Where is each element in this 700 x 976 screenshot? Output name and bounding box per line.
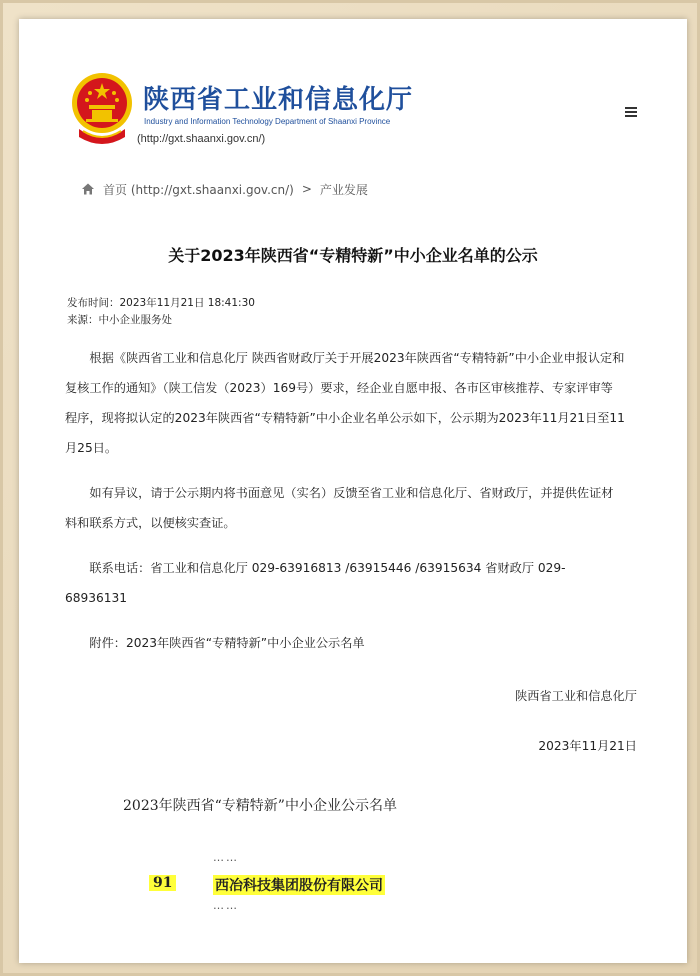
- ellipsis-top: ……: [213, 851, 239, 864]
- paragraph-notice: 根据《陕西省工业和信息化厅 陕西省财政厅关于开展2023年陕西省“专精特新”中小企业申报认定和复核工作的通知》（陕工信发（2023）169号）要求，经企业自愿申报、各市区审核推荐、专家评审等程序，现将拟认定的2023年陕西省“专精特新”中小企业名单公示如下，公示期为2023年11月21日至11月25日。: [65, 351, 625, 455]
- paragraph-contact: 联系电话：省工业和信息化厅 029-63916813 /63915446 /63915634 省财政厅 029-68936131: [65, 561, 566, 605]
- national-emblem-icon: [71, 71, 133, 145]
- hamburger-menu-icon[interactable]: [625, 107, 637, 119]
- list-title: 2023年陕西省“专精特新”中小企业公示名单: [123, 798, 397, 814]
- site-subtitle: Industry and Information Technology Department of Shaanxi Province: [144, 117, 391, 126]
- paragraph-attachment[interactable]: 附件：2023年陕西省“专精特新”中小企业公示名单: [89, 636, 365, 650]
- breadcrumb-current[interactable]: 产业发展: [319, 182, 368, 197]
- site-header: [69, 69, 669, 169]
- signature-date: 2023年11月21日: [538, 739, 637, 753]
- paragraph-objection: 如有异议，请于公示期内将书面意见（实名）反馈至省工业和信息化厅、省财政厅，并提供佐证材料和联系方式，以便核实查证。: [65, 486, 614, 530]
- article-source: 来源：中小企业服务处: [67, 314, 172, 326]
- article-body: [65, 343, 625, 673]
- article-title: 关于2023年陕西省“专精特新”中小企业名单的公示: [168, 246, 538, 265]
- row-company-name: 西冶科技集团股份有限公司: [213, 875, 385, 895]
- breadcrumb: [81, 179, 368, 199]
- breadcrumb-home[interactable]: 首页 (http://gxt.shaanxi.gov.cn/): [103, 182, 294, 197]
- home-icon[interactable]: [81, 182, 95, 196]
- signature-org: 陕西省工业和信息化厅: [515, 689, 637, 703]
- site-url[interactable]: (http://gxt.shaanxi.gov.cn/): [137, 133, 266, 145]
- breadcrumb-separator: >: [301, 182, 312, 196]
- site-title: 陕西省工业和信息化厅: [143, 85, 414, 115]
- article-meta: [67, 295, 255, 329]
- ellipsis-bottom: ……: [213, 899, 239, 912]
- document-page: [19, 19, 687, 963]
- publish-time: 发布时间：2023年11月21日 18:41:30: [67, 297, 255, 309]
- row-number: 91: [149, 875, 176, 891]
